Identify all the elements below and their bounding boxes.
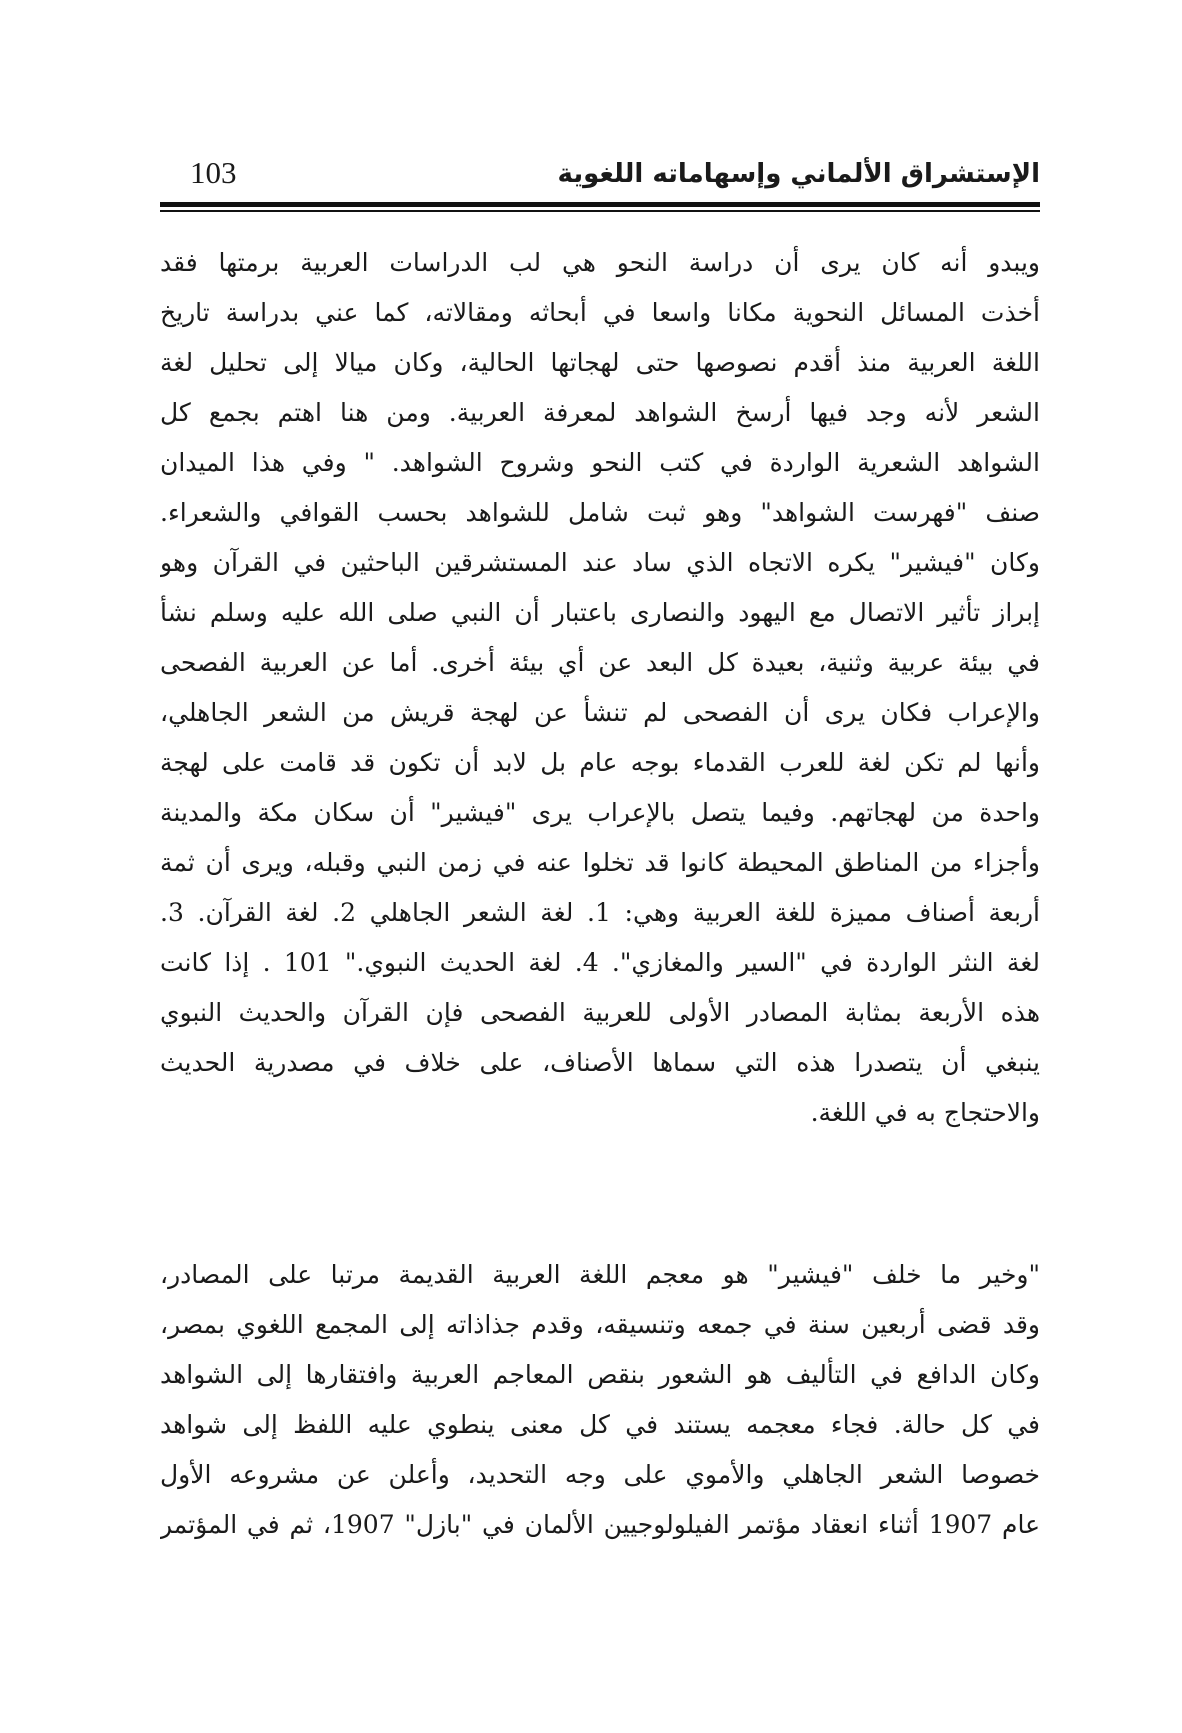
text-line: وقد قضى أربعين سنة في جمعه وتنسيقه، وقدم جذاذاته إلى المجمع اللغوي بمصر،: [160, 1310, 1040, 1339]
text-line: وكان "فيشير" يكره الاتجاه الذي ساد عند المستشرقين الباحثين في القرآن وهو: [160, 548, 1040, 577]
text-line: وكان الدافع في التأليف هو الشعور بنقص المعاجم العربية وافتقارها إلى الشواهد: [160, 1360, 1040, 1389]
text-line: ويبدو أنه كان يرى أن دراسة النحو هي لب الدراسات العربية برمتها فقد: [160, 248, 1040, 277]
text-line: الشواهد الشعرية الواردة في كتب النحو وشروح الشواهد. " وفي هذا الميدان: [160, 448, 1040, 477]
running-title: الإستشراق الألماني وإسهاماته اللغوية: [557, 159, 1040, 189]
text-line: أربعة أصناف مميزة للغة العربية وهي: 1. لغة الشعر الجاهلي 2. لغة القرآن. 3.: [160, 898, 1040, 927]
header-rule-thin: [160, 210, 1040, 212]
text-line: والاحتجاج به في اللغة.: [810, 1098, 1040, 1127]
text-line: اللغة العربية منذ أقدم نصوصها حتى لهجاتها الحالية، وكان ميالا إلى تحليل لغة: [160, 348, 1040, 377]
text-line: إبراز تأثير الاتصال مع اليهود والنصارى باعتبار أن النبي صلى الله عليه وسلم نشأ: [160, 598, 1040, 627]
body-paragraph-2: [160, 1250, 1040, 1550]
text-line: والإعراب فكان يرى أن الفصحى لم تنشأ عن لهجة قريش من الشعر الجاهلي،: [160, 698, 1040, 727]
text-line: واحدة من لهجاتهم. وفيما يتصل بالإعراب يرى "فيشير" أن سكان مكة والمدينة: [160, 798, 1040, 827]
text-line-with-footnote-ref: لغة النثر الواردة في "السير والمغازي". 4. لغة الحديث النبوي." 101 . إذا كانت: [160, 948, 1040, 977]
text-line: الشعر لأنه وجد فيها أرسخ الشواهد لمعرفة العربية. ومن هنا اهتم بجمع كل: [160, 398, 1040, 427]
text-line: ينبغي أن يتصدرا هذه التي سماها الأصناف، على خلاف في مصدرية الحديث: [160, 1048, 1040, 1077]
header-rule-thick: [160, 202, 1040, 207]
text-line: خصوصا الشعر الجاهلي والأموي على وجه التحديد، وأعلن عن مشروعه الأول: [160, 1460, 1040, 1489]
running-header: [160, 153, 1040, 199]
text-line: وأجزاء من المناطق المحيطة كانوا قد تخلوا عنه في زمن النبي وقبله، ويرى أن ثمة: [160, 848, 1040, 877]
page-number: 103: [190, 155, 237, 190]
text-line: في بيئة عربية وثنية، بعيدة كل البعد عن أي بيئة أخرى. أما عن العربية الفصحى: [160, 648, 1040, 677]
text-line: عام 1907 أثناء انعقاد مؤتمر الفيلولوجيين الألمان في "بازل" 1907، ثم في المؤتمر: [160, 1510, 1040, 1539]
text-line: في كل حالة. فجاء معجمه يستند في كل معنى ينطوي عليه اللفظ إلى شواهد: [160, 1410, 1040, 1439]
text-line: "وخير ما خلف "فيشير" هو معجم اللغة العربية القديمة مرتبا على المصادر،: [160, 1260, 1040, 1289]
body-paragraph-1: [160, 238, 1040, 1138]
text-line: أخذت المسائل النحوية مكانا واسعا في أبحاثه ومقالاته، كما عني بدراسة تاريخ: [160, 298, 1040, 327]
text-line: هذه الأربعة بمثابة المصادر الأولى للعربية الفصحى فإن القرآن والحديث النبوي: [160, 998, 1040, 1027]
text-line: وأنها لم تكن لغة للعرب القدماء بوجه عام بل لابد أن تكون قد قامت على لهجة: [160, 748, 1040, 777]
text-line: صنف "فهرست الشواهد" وهو ثبت شامل للشواهد بحسب القوافي والشعراء.: [160, 498, 1040, 527]
